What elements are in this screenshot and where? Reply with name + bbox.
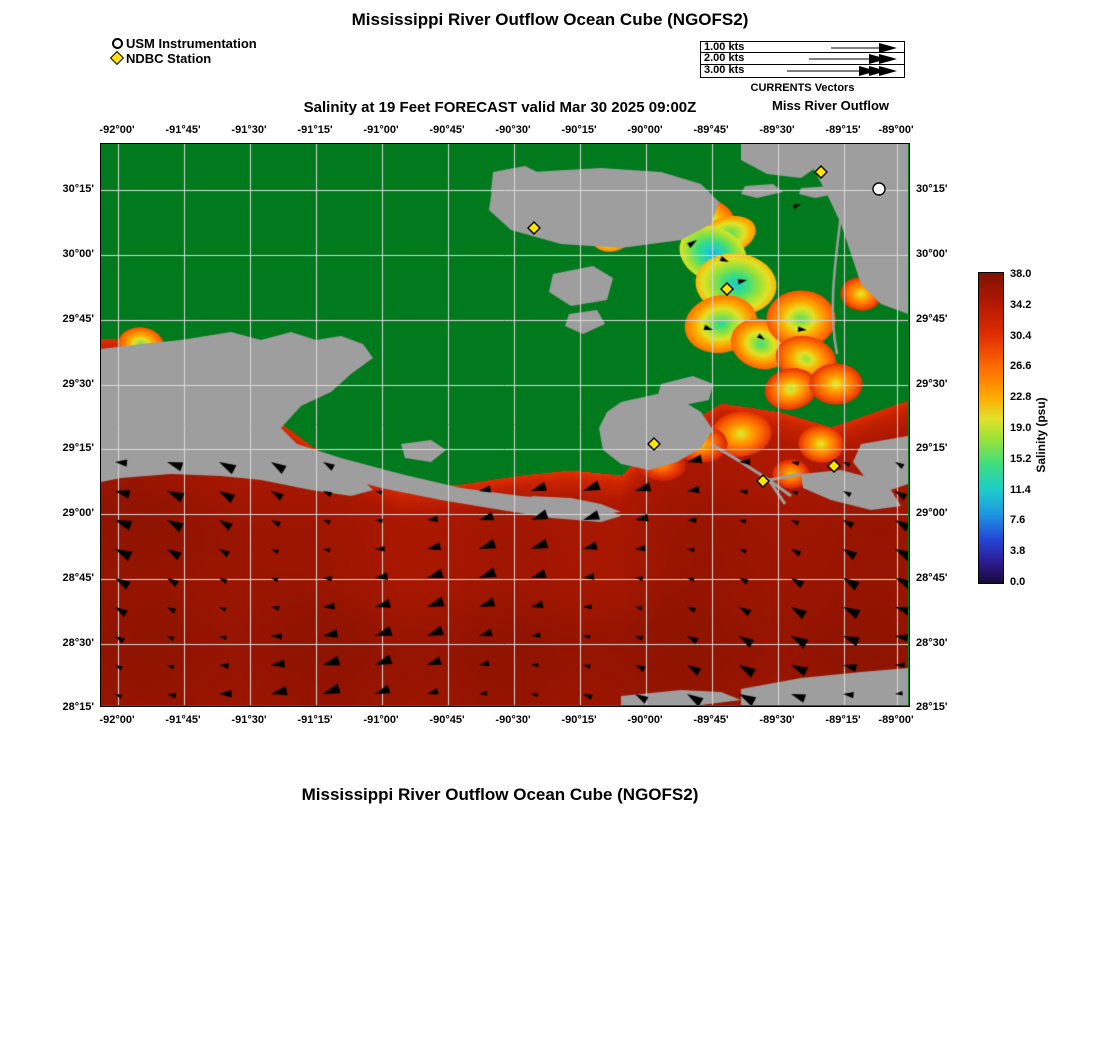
y-tick-label: 29°00' [916,507,948,519]
colorbar-title: Salinity (psu) [1034,397,1048,473]
y-tick-label: 30°00' [916,248,948,260]
x-tick-label: -89°45' [693,124,729,136]
x-tick-label: -92°00' [99,714,135,726]
currents-key-caption: CURRENTS Vectors [750,82,855,94]
x-tick-label: -90°00' [627,124,663,136]
x-tick-label: -89°00' [878,714,914,726]
y-tick-label: 28°45' [62,572,94,584]
ndbc-station-marker[interactable] [757,475,769,487]
vector-arrow-3-icon [701,65,903,76]
chart-subtitle: Salinity at 19 Feet FORECAST valid Mar 30 2025 09:00Z [303,99,697,116]
colorbar-tick-label: 34.2 [1010,298,1032,311]
x-tick-label: -91°30' [231,714,267,726]
x-tick-label: -91°15' [297,714,333,726]
y-tick-label: 29°00' [62,507,94,519]
diamond-marker-icon [108,53,126,63]
currents-vector-key [700,41,905,78]
y-tick-label: 29°30' [62,378,94,390]
x-tick-label: -90°45' [429,714,465,726]
y-tick-label: 28°15' [62,701,94,713]
colorbar-tick-label: 26.6 [1010,360,1032,373]
ndbc-station-marker[interactable] [721,283,733,295]
y-tick-label: 28°30' [916,637,948,649]
x-tick-label: -92°00' [99,124,135,136]
x-tick-label: -91°45' [165,714,201,726]
y-tick-label: 30°15' [62,183,94,195]
x-tick-label: -89°45' [693,714,729,726]
colorbar-tick-label: 38.0 [1010,268,1032,280]
y-tick-label: 29°30' [916,378,948,390]
y-tick-label: 28°45' [916,572,948,584]
legend-label-ndbc: NDBC Station [126,50,212,66]
x-tick-label: -91°30' [231,124,267,136]
colorbar-tick-label: 11.4 [1010,483,1031,496]
footer-title: Mississippi River Outflow Ocean Cube (NGOFS2) [301,785,699,804]
colorbar-tick-label: 0.0 [1010,576,1026,588]
y-tick-label: 29°45' [916,313,948,325]
ndbc-station-marker[interactable] [815,166,827,178]
x-tick-label: -89°00' [878,124,914,136]
page-title: Mississippi River Outflow Ocean Cube (NGOFS2) [351,10,749,29]
x-tick-label: -90°15' [561,124,597,136]
currents-key-label-2: 2.00 kts [704,52,745,65]
y-tick-label: 28°15' [916,701,948,713]
x-tick-label: -90°30' [495,124,531,136]
usm-instrumentation-marker[interactable] [873,183,885,195]
y-tick-label: 29°45' [62,313,94,325]
x-tick-label: -90°15' [561,714,597,726]
y-tick-label: 28°30' [62,637,94,649]
y-tick-label: 30°15' [916,183,948,195]
station-legend [108,36,257,66]
colorbar-tick-label: 7.6 [1010,514,1026,527]
map-overlay [101,144,908,705]
outflow-annotation: Miss River Outflow [772,98,890,113]
ndbc-station-marker[interactable] [648,438,660,450]
colorbar-gradient [978,272,1004,584]
legend-item-ndbc [108,51,257,65]
x-tick-label: -91°15' [297,124,333,136]
y-tick-label: 29°15' [62,442,94,454]
x-tick-label: -89°15' [825,124,861,136]
legend-label-usm: USM Instrumentation [126,35,257,51]
ndbc-station-marker[interactable] [828,460,840,472]
map-plot-area[interactable] [100,143,910,707]
x-tick-label: -89°30' [759,124,795,136]
x-tick-label: -89°30' [759,714,795,726]
x-tick-label: -90°30' [495,714,531,726]
currents-key-row-3 [701,65,904,76]
currents-key-label-1: 1.00 kts [704,41,745,53]
y-tick-label: 29°15' [916,442,948,454]
colorbar-tick-label: 15.2 [1010,452,1032,465]
y-tick-label: 30°00' [62,248,94,260]
colorbar-tick-label: 22.8 [1010,391,1032,404]
colorbar-tick-label: 19.0 [1010,422,1032,434]
x-tick-label: -90°00' [627,714,663,726]
ndbc-station-marker[interactable] [528,222,540,234]
x-tick-label: -89°15' [825,714,861,726]
colorbar-tick-label: 30.4 [1010,329,1032,342]
x-tick-label: -91°45' [165,124,201,136]
currents-key-label-3: 3.00 kts [704,63,745,76]
circle-marker-icon [108,38,126,49]
x-tick-label: -91°00' [363,714,399,726]
x-tick-label: -91°00' [363,124,399,136]
legend-item-usm [108,36,257,50]
colorbar-tick-label: 3.8 [1010,545,1026,558]
x-tick-label: -90°45' [429,124,465,136]
